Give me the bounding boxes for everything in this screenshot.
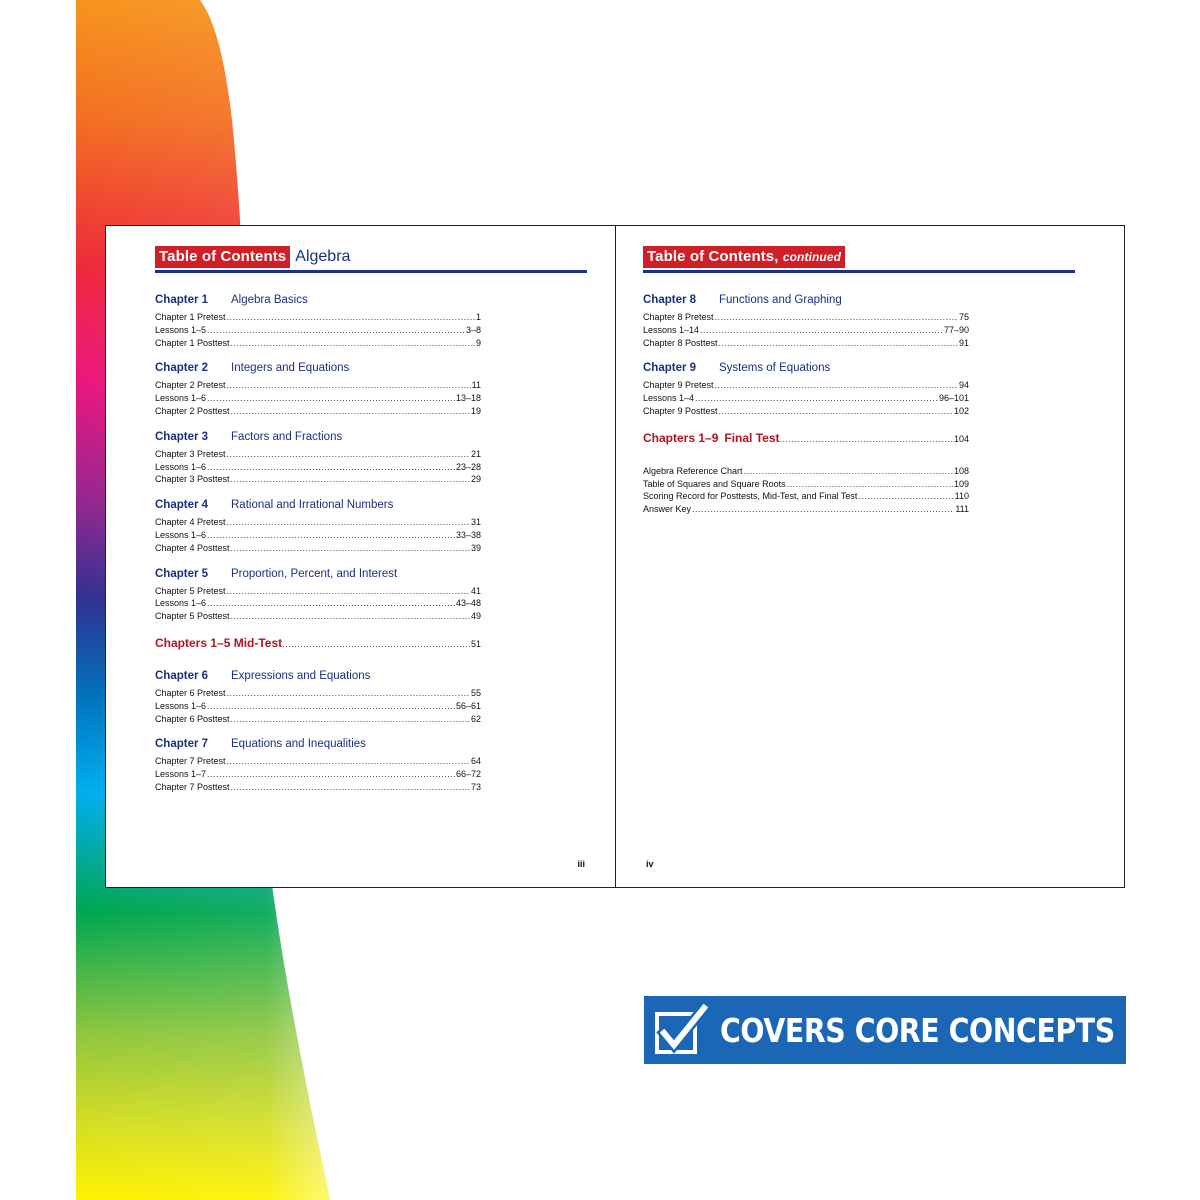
entry-label: Lessons 1–6 [155, 529, 207, 540]
entry-label: Chapter 4 Posttest [155, 542, 230, 553]
leader-dots [207, 529, 455, 542]
chapter-title: Factors and Fractions [231, 430, 343, 443]
entry-label: Lessons 1–4 [643, 393, 695, 404]
banner-text: COVERS CORE CONCEPTS [720, 1010, 1115, 1050]
leader-dots [207, 324, 465, 337]
leader-dots [231, 781, 470, 794]
entry-label: Chapter 5 Pretest [155, 585, 226, 596]
leader-dots [282, 639, 471, 649]
toc-entry [155, 392, 481, 405]
leader-dots [787, 478, 953, 491]
entry-page: 21 [470, 448, 481, 459]
chapter-number: Chapter 7 [155, 738, 209, 751]
entry-page: 110 [954, 491, 969, 502]
leader-dots [231, 405, 470, 418]
toc-badge: Table of Contents [155, 246, 290, 268]
finaltest-page: 104 [953, 433, 969, 444]
entry-page: 31 [470, 517, 481, 528]
finaltest-entry [643, 431, 969, 449]
chapter-heading [155, 670, 481, 687]
toc-entry [643, 324, 969, 337]
chapter-heading [155, 362, 481, 379]
entry-page: 96–101 [938, 393, 969, 404]
entry-label: Chapter 6 Pretest [155, 687, 226, 698]
chapter-number: Chapter 2 [155, 362, 209, 375]
chapter-heading [155, 568, 481, 585]
chapter-number: Chapter 6 [155, 669, 209, 682]
entry-page: 19 [470, 405, 481, 416]
chapter-title: Expressions and Equations [231, 669, 371, 682]
leader-dots [715, 379, 958, 392]
leader-dots [231, 473, 470, 486]
entry-label: Lessons 1–5 [155, 324, 207, 335]
entry-label: Lessons 1–14 [643, 324, 700, 335]
toc-entry [155, 337, 481, 350]
toc-entry [155, 448, 481, 461]
chapter-block [155, 431, 481, 486]
entry-label: Chapter 9 Posttest [643, 405, 718, 416]
leader-dots [858, 490, 953, 503]
entry-page: 66–72 [455, 769, 481, 780]
leader-dots [227, 311, 475, 324]
toc-entry [643, 379, 969, 392]
leader-dots [231, 713, 470, 726]
entry-page: 43–48 [455, 598, 481, 609]
entry-page: 29 [470, 474, 481, 485]
entry-page: 33–38 [455, 529, 481, 540]
entry-label: Chapter 3 Pretest [155, 448, 226, 459]
toc-entry [643, 337, 969, 350]
leader-dots [231, 337, 475, 350]
leader-dots [227, 687, 470, 700]
toc-entry [155, 781, 481, 794]
entry-page: 55 [470, 687, 481, 698]
leader-dots [207, 768, 455, 781]
entry-label: Algebra Reference Chart [643, 465, 743, 476]
leader-dots [719, 337, 958, 350]
appendix-list [643, 465, 969, 516]
entry-page: 108 [953, 465, 969, 476]
header-rule [643, 270, 1075, 273]
entry-page: 73 [470, 781, 481, 792]
page-number: iii [577, 859, 585, 869]
chapter-block [155, 362, 481, 417]
entry-label: Chapter 8 Pretest [643, 312, 714, 322]
chapter-title: Proportion, Percent, and Interest [231, 567, 398, 580]
entry-label: Lessons 1–6 [155, 461, 207, 472]
chapter-block [643, 294, 969, 349]
entry-label: Scoring Record for Posttests, Mid-Test, and Final Test [643, 491, 858, 502]
chapter-title: Algebra Basics [231, 294, 308, 306]
chapter-block [155, 738, 481, 793]
leader-dots [207, 597, 455, 610]
leader-dots [207, 461, 455, 474]
entry-label: Chapter 3 Posttest [155, 474, 230, 485]
entry-label: Chapter 9 Pretest [643, 380, 714, 391]
midtest-label: Chapters 1–5 Mid-Test [155, 635, 283, 650]
chapter-heading [155, 431, 481, 448]
finaltest-label: Chapters 1–9 [643, 430, 719, 445]
entry-label: Chapter 7 Pretest [155, 756, 226, 767]
entry-label: Chapter 7 Posttest [155, 781, 230, 792]
entry-label: Chapter 4 Pretest [155, 517, 226, 528]
leader-dots [207, 392, 455, 405]
entry-page: 9 [475, 337, 481, 348]
chapter-number: Chapter 5 [155, 567, 209, 580]
leader-dots [780, 434, 954, 444]
page-number: iv [646, 859, 654, 869]
toc-subtitle: Algebra [295, 248, 351, 265]
chapter-heading [643, 294, 969, 311]
covers-core-concepts-banner [644, 996, 1126, 1064]
toc-entry [643, 465, 969, 478]
entry-label: Lessons 1–6 [155, 598, 207, 609]
entry-page: 111 [955, 504, 969, 515]
chapter-heading [155, 738, 481, 755]
toc-entry [155, 700, 481, 713]
entry-page: 56–61 [455, 700, 481, 711]
leader-dots [719, 405, 953, 418]
toc-entry [643, 392, 969, 405]
checkbox-check-icon [654, 1003, 710, 1057]
leader-dots [231, 610, 470, 623]
chapter-block [643, 362, 969, 417]
entry-page: 1 [475, 312, 481, 322]
header-rule [155, 270, 587, 273]
chapter-heading [155, 294, 481, 311]
entry-label: Table of Squares and Square Roots [643, 478, 786, 489]
entry-page: 39 [470, 542, 481, 553]
chapter-block [155, 294, 481, 349]
toc-entry [155, 405, 481, 418]
chapter-title: Systems of Equations [719, 362, 831, 375]
toc-entry [155, 768, 481, 781]
chapter-block [155, 499, 481, 554]
midtest-page: 51 [470, 638, 481, 649]
chapter-title: Equations and Inequalities [231, 738, 366, 751]
leader-dots [695, 392, 938, 405]
entry-label: Chapter 5 Posttest [155, 611, 230, 622]
toc-entry [155, 379, 481, 392]
entry-label: Lessons 1–6 [155, 393, 207, 404]
leader-dots [227, 755, 470, 768]
toc-entry [155, 687, 481, 700]
leader-dots [700, 324, 943, 337]
entry-page: 11 [471, 380, 481, 391]
toc-entry [155, 516, 481, 529]
toc-entry [643, 405, 969, 418]
leader-dots [227, 516, 470, 529]
chapter-number: Chapter 8 [643, 294, 697, 306]
chapter-title: Functions and Graphing [719, 294, 842, 306]
leader-dots [227, 585, 470, 598]
entry-label: Lessons 1–7 [155, 769, 207, 780]
midtest-entry [155, 636, 481, 654]
continued-label: continued [782, 250, 842, 264]
toc-entry [155, 597, 481, 610]
entry-label: Chapter 8 Posttest [643, 337, 718, 348]
chapter-number: Chapter 9 [643, 362, 697, 375]
chapter-title: Integers and Equations [231, 362, 350, 375]
book-spread [105, 225, 1125, 888]
entry-label: Chapter 6 Posttest [155, 713, 230, 724]
chapter-block [155, 670, 481, 725]
entry-label: Chapter 1 Posttest [155, 337, 230, 348]
chapter-number: Chapter 1 [155, 294, 209, 306]
entry-page: 91 [958, 337, 969, 348]
toc-entry [643, 503, 969, 516]
leader-dots [744, 465, 953, 478]
entry-page: 102 [953, 405, 969, 416]
chapter-title: Rational and Irrational Numbers [231, 499, 394, 512]
toc-entry [643, 490, 969, 503]
right-page [616, 226, 1125, 887]
toc-badge: Table of Contents, continued [643, 246, 845, 268]
entry-label: Answer Key [643, 504, 692, 515]
entry-page: 13–18 [455, 393, 481, 404]
finaltest-label-2: Final Test [724, 430, 780, 445]
left-page [106, 226, 615, 887]
entry-page: 49 [470, 611, 481, 622]
leader-dots [692, 503, 954, 516]
chapter-number: Chapter 4 [155, 499, 209, 512]
leader-dots [231, 542, 470, 555]
toc-entry [643, 478, 969, 491]
chapter-list [155, 294, 481, 807]
chapter-heading [643, 362, 969, 379]
toc-entry [155, 713, 481, 726]
entry-page: 94 [958, 380, 969, 391]
chapter-heading [155, 499, 481, 516]
entry-page: 109 [953, 478, 969, 489]
leader-dots [207, 700, 455, 713]
toc-entry [155, 473, 481, 486]
entry-label: Chapter 2 Pretest [155, 380, 226, 391]
toc-entry [155, 324, 481, 337]
entry-page: 41 [470, 585, 481, 596]
entry-page: 64 [470, 756, 481, 767]
toc-header [155, 246, 350, 268]
toc-entry [155, 585, 481, 598]
entry-page: 62 [470, 713, 481, 724]
leader-dots [227, 379, 471, 392]
entry-page: 23–28 [455, 461, 481, 472]
toc-entry [643, 311, 969, 324]
chapter-block [155, 568, 481, 623]
entry-label: Lessons 1–6 [155, 700, 207, 711]
leader-dots [227, 448, 470, 461]
entry-page: 75 [958, 312, 969, 322]
entry-page: 77–90 [943, 324, 969, 335]
toc-entry [155, 461, 481, 474]
chapter-list [643, 294, 969, 516]
toc-header [643, 246, 845, 268]
entry-page: 3–8 [465, 324, 481, 335]
toc-entry [155, 610, 481, 623]
toc-entry [155, 755, 481, 768]
toc-entry [155, 311, 481, 324]
toc-entry [155, 529, 481, 542]
toc-entry [155, 542, 481, 555]
chapter-number: Chapter 3 [155, 430, 209, 443]
entry-label: Chapter 1 Pretest [155, 312, 226, 322]
leader-dots [715, 311, 958, 324]
entry-label: Chapter 2 Posttest [155, 405, 230, 416]
